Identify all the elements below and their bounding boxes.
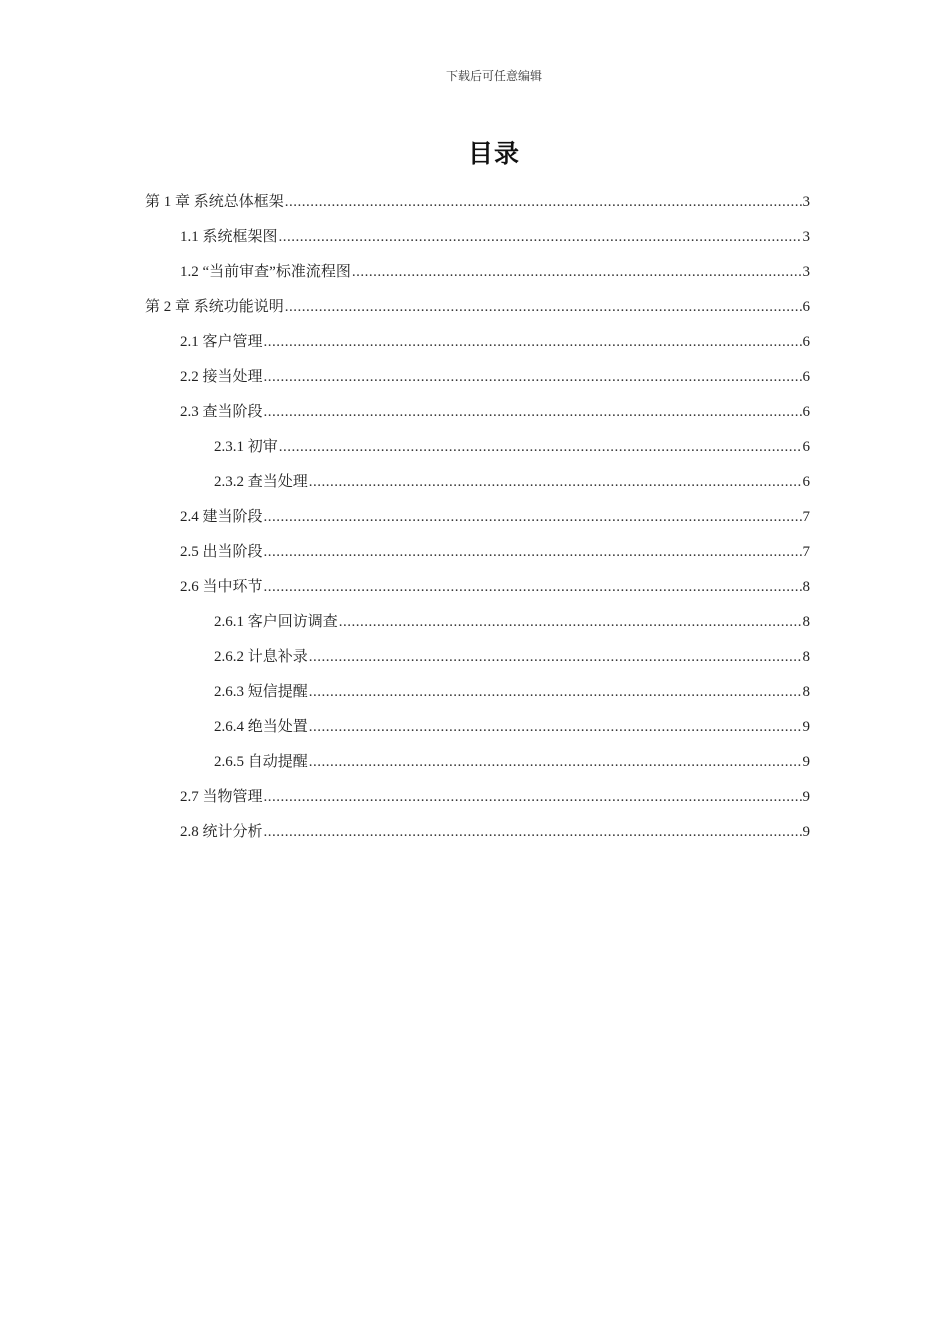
toc-entry-page: 3 (802, 229, 810, 245)
toc-entry-label: 2.6 当中环节 (180, 579, 263, 595)
toc-entry-label: 2.6.2 计息补录 (214, 649, 308, 665)
toc-leader-dots (285, 290, 802, 325)
toc-entry[interactable] (145, 605, 810, 640)
toc-entry[interactable] (145, 500, 810, 535)
toc-entry-label: 2.6.4 绝当处置 (214, 719, 308, 735)
toc-entry[interactable] (145, 710, 810, 745)
toc-entry-page: 6 (802, 334, 810, 350)
toc-entry-label: 2.5 出当阶段 (180, 544, 263, 560)
toc-entry-page: 9 (802, 754, 810, 770)
toc-entry-page: 6 (802, 369, 810, 385)
toc-leader-dots (352, 255, 802, 290)
page-header: 下载后可任意编辑 (445, 69, 542, 83)
toc-entry-page: 8 (802, 649, 810, 665)
toc-leader-dots (264, 815, 802, 850)
toc-entry-label: 1.2 “当前审查”标准流程图 (180, 264, 351, 280)
toc-entry-label: 第 2 章 系统功能说明 (145, 299, 284, 315)
toc-entry-label: 2.6.3 短信提醒 (214, 684, 308, 700)
toc-leader-dots (264, 360, 802, 395)
toc-entry[interactable] (145, 640, 810, 675)
toc-entry-page: 7 (802, 544, 810, 560)
toc-entry[interactable] (145, 220, 810, 255)
toc-entry-label: 1.1 系统框架图 (180, 229, 278, 245)
toc-leader-dots (279, 220, 802, 255)
toc-leader-dots (309, 640, 802, 675)
toc-entry-label: 2.3.2 查当处理 (214, 474, 308, 490)
toc-entry[interactable] (145, 535, 810, 570)
toc-entry[interactable] (145, 815, 810, 850)
toc-entry-label: 2.1 客户管理 (180, 334, 263, 350)
toc-leader-dots (264, 570, 802, 605)
toc-entry-page: 6 (802, 299, 810, 315)
toc-leader-dots (279, 430, 802, 465)
toc-entry-label: 第 1 章 系统总体框架 (145, 194, 284, 210)
toc-entry-label: 2.4 建当阶段 (180, 509, 263, 525)
toc-entry-page: 8 (802, 684, 810, 700)
toc-entry-page: 8 (802, 614, 810, 630)
toc-leader-dots (309, 745, 802, 780)
toc-leader-dots (309, 675, 802, 710)
toc-entry[interactable] (145, 465, 810, 500)
toc-entry-page: 6 (802, 404, 810, 420)
toc-leader-dots (285, 185, 802, 220)
toc-entry-label: 2.6.1 客户回访调查 (214, 614, 338, 630)
toc-entry-label: 2.3 查当阶段 (180, 404, 263, 420)
toc-entry-label: 2.8 统计分析 (180, 824, 263, 840)
toc-leader-dots (264, 780, 802, 815)
toc-leader-dots (309, 465, 802, 500)
toc-leader-dots (264, 535, 802, 570)
toc-entry-page: 3 (802, 194, 810, 210)
toc-entry[interactable] (145, 430, 810, 465)
toc-leader-dots (264, 500, 802, 535)
toc-entry[interactable] (145, 185, 810, 220)
table-of-contents (145, 185, 810, 850)
toc-entry[interactable] (145, 395, 810, 430)
toc-entry[interactable] (145, 780, 810, 815)
toc-entry-page: 6 (802, 439, 810, 455)
toc-entry[interactable] (145, 570, 810, 605)
toc-entry-page: 9 (802, 789, 810, 805)
toc-entry-label: 2.6.5 自动提醒 (214, 754, 308, 770)
toc-entry[interactable] (145, 745, 810, 780)
toc-entry-label: 2.7 当物管理 (180, 789, 263, 805)
toc-entry[interactable] (145, 325, 810, 360)
toc-entry-page: 7 (802, 509, 810, 525)
toc-entry-page: 6 (802, 474, 810, 490)
toc-entry-page: 3 (802, 264, 810, 280)
toc-entry[interactable] (145, 675, 810, 710)
toc-title: 目录 (467, 141, 520, 168)
toc-entry[interactable] (145, 360, 810, 395)
toc-leader-dots (339, 605, 802, 640)
toc-leader-dots (309, 710, 802, 745)
toc-entry-label: 2.2 接当处理 (180, 369, 263, 385)
toc-leader-dots (264, 325, 802, 360)
toc-entry-page: 9 (802, 824, 810, 840)
toc-entry-label: 2.3.1 初审 (214, 439, 278, 455)
toc-entry[interactable] (145, 255, 810, 290)
toc-entry[interactable] (145, 290, 810, 325)
toc-leader-dots (264, 395, 802, 430)
toc-entry-page: 9 (802, 719, 810, 735)
toc-entry-page: 8 (802, 579, 810, 595)
